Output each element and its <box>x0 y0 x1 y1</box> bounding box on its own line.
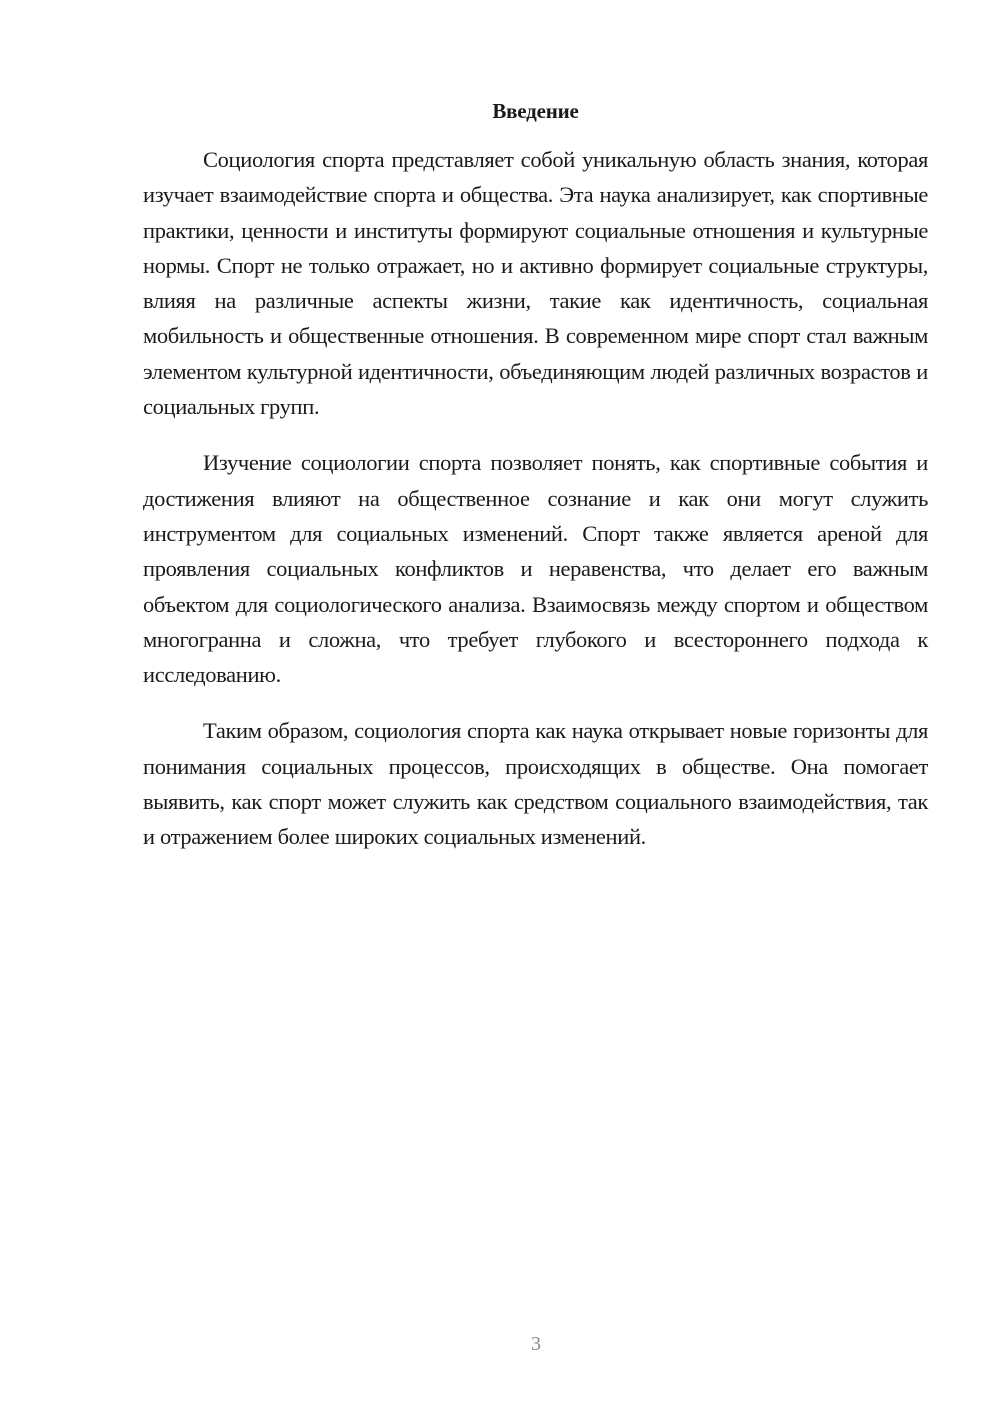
document-page <box>143 96 928 876</box>
section-title: Введение <box>492 99 579 123</box>
page-number: 3 <box>531 1333 541 1355</box>
paragraph-2: Изучение социологии спорта позволяет понять, как спортивные события и достижения влияют на общественное сознание и как они могут служить инструментом для социальных изменений. Спорт также является ареной для проявления социальных конфликтов и неравенства, что делает его важным объектом для социологического анализа. Взаимосвязь между спортом и обществом многогранна и сложна, что требует глубокого и всестороннего подхода к исследованию. <box>143 450 928 688</box>
paragraph-3: Таким образом, социология спорта как наука открывает новые горизонты для понимания социальных процессов, происходящих в обществе. Она помогает выявить, как спорт может служить как средством социального взаимодействия, так и отражением более широких социальных изменений. <box>143 718 928 850</box>
paragraph-1: Социология спорта представляет собой уникальную область знания, которая изучает взаимодействие спорта и общества. Эта наука анализирует, как спортивные практики, ценности и институты формируют социальные отношения и культурные нормы. Спорт не только отражает, но и активно формирует социальные структуры, влияя на различные аспекты жизни, такие как идентичность, социальная мобильность и общественные отношения. В современном мире спорт стал важным элементом культурной идентичности, объединяющим людей различных возрастов и социальных групп. <box>143 147 928 420</box>
